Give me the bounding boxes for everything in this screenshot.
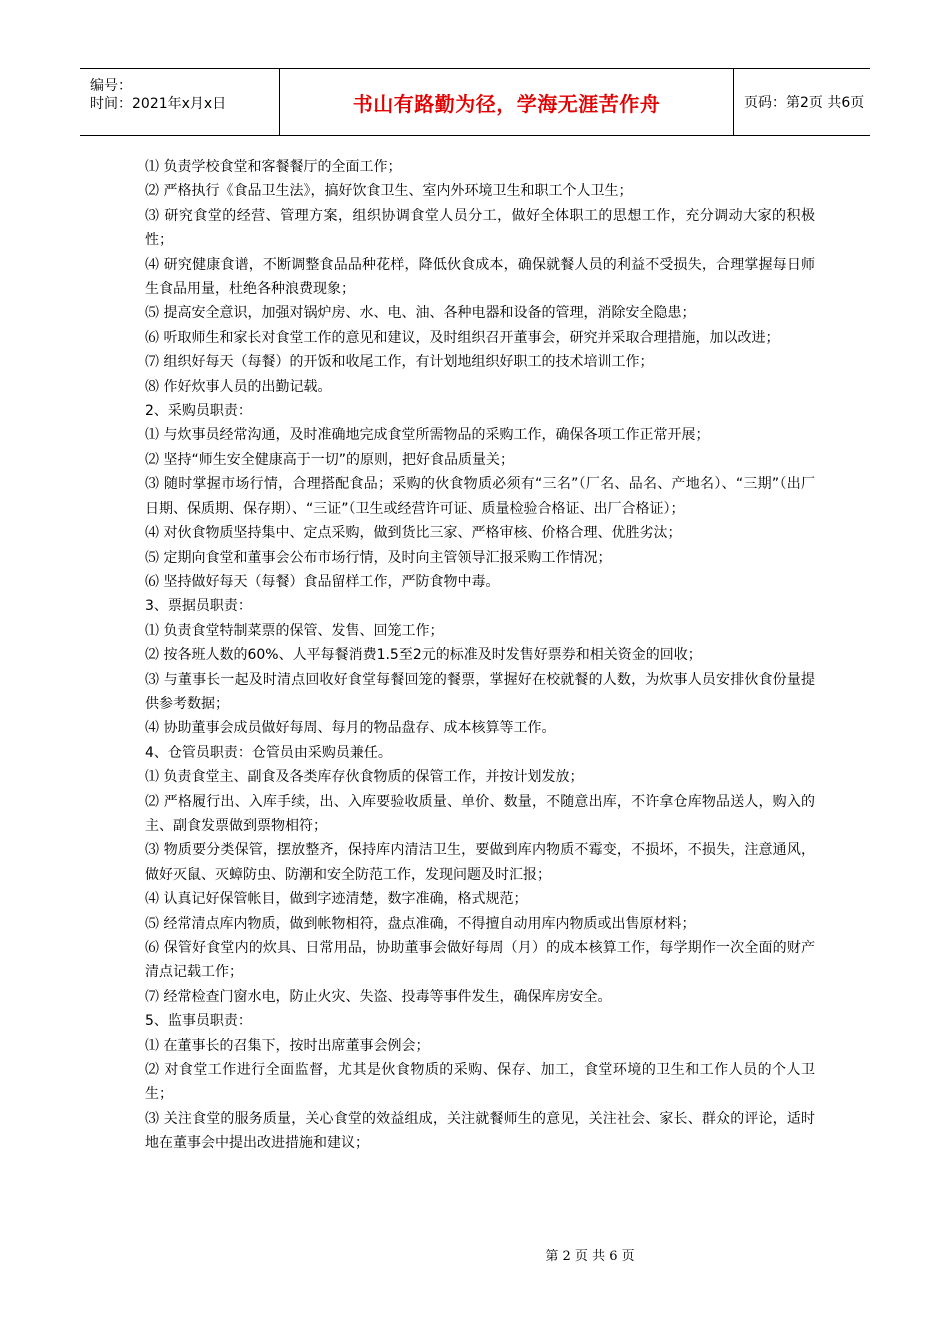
paragraph: ⑹ 听取师生和家长对食堂工作的意见和建议，及时组织召开董事会，研究并采取合理措施，加以改进； [145, 329, 780, 346]
paragraph: ⑷ 认真记好保管帐目，做到字迹清楚，数字准确，格式规范； [145, 891, 528, 908]
paragraph: ⑴ 负责学校食堂和客餐餐厅的全面工作； [145, 159, 402, 175]
paragraph: ⑴ 在董事长的召集下，按时出席董事会例会； [145, 1037, 430, 1054]
paragraph: ⑶ 关注食堂的服务质量，关心食堂的效益组成，关注就餐师生的意见，关注社会、家长、群众的评论，适时地在董事会中提出改进措施和建议； [145, 1110, 815, 1152]
paragraph: ⑷ 研究健康食谱，不断调整食品品种花样，降低伙食成本，确保就餐人员的利益不受损失，合理掌握每日师生食品用量，杜绝各种浪费现象； [145, 256, 815, 298]
paragraph: ⑵ 严格履行出、入库手续，出、入库要验收质量、单价、数量，不随意出库，不许拿仓库物品送人，购入的主、副食发票做到票物相符； [145, 793, 815, 834]
paragraph: ⑶ 物质要分类保管，摆放整齐，保持库内清洁卫生，要做到库内物质不霉变，不损坏，不损失，注意通风，做好灭鼠、灭蟑防虫、防潮和安全防范工作，发现问题及时汇报； [145, 842, 815, 883]
paragraph: ⑹ 保管好食堂内的炊具、日常用品，协助董事会做好每周（月）的成本核算工作，每学期作一次全面的财产清点记载工作； [145, 940, 815, 981]
paragraph: ⑺ 经常检查门窗水电，防止火灾、失盗、投毒等事件发生，确保库房安全。 [145, 988, 612, 1005]
header-page-number: 页码：第2页 共6页 [744, 95, 865, 111]
paragraph: ⑸ 提高安全意识，加强对锅炉房、水、电、油、各种电器和设备的管理，消除安全隐患； [145, 305, 696, 322]
header-motto: 书山有路勤为径，学海无涯苦作舟 [280, 69, 734, 135]
paragraph: ⑵ 按各班人数的60%、人平每餐消费1.5至2元的标准及时发售好票券和相关资金的回收； [145, 647, 702, 664]
page-footer: 第 2 页 共 6 页 [545, 1249, 635, 1264]
page-header [80, 68, 870, 136]
paragraph: ⑵ 严格执行《食品卫生法》，搞好饮食卫生、室内外环境卫生和职工个人卫生； [145, 183, 633, 200]
paragraph: ⑵ 坚持“师生安全健康高于一切”的原则，把好食品质量关； [145, 451, 514, 468]
paragraph: ⑴ 负责食堂主、副食及各类库存伙食物质的保管工作，并按计划发放； [145, 769, 584, 786]
paragraph: ⑸ 经常清点库内物质，做到帐物相符，盘点准确，不得擅自动用库内物质或出售原材料； [145, 915, 696, 932]
paragraph: 5、监事员职责： [145, 1013, 252, 1030]
paragraph: ⑴ 负责食堂特制菜票的保管、发售、回笼工作； [145, 622, 444, 639]
paragraph: ⑺ 组织好每天（每餐）的开饭和收尾工作，有计划地组织好职工的技术培训工作； [145, 354, 654, 371]
paragraph: ⑸ 定期向食堂和董事会公布市场行情，及时向主管领导汇报采购工作情况； [145, 549, 612, 566]
document-number: 编号： [90, 78, 132, 94]
paragraph: ⑵ 对食堂工作进行全面监督，尤其是伙食物质的采购、保存、加工，食堂环境的卫生和工作人员的个人卫生； [145, 1062, 815, 1103]
paragraph: ⑶ 研究食堂的经营、管理方案，组织协调食堂人员分工，做好全体职工的思想工作，充分调动大家的积极性； [145, 207, 815, 249]
paragraph: ⑷ 协助董事会成员做好每周、每月的物品盘存、成本核算等工作。 [145, 720, 556, 737]
paragraph: ⑻ 作好炊事人员的出勤记载。 [145, 378, 332, 395]
paragraph: 4、仓管员职责：仓管员由采购员兼任。 [145, 744, 392, 761]
header-meta [80, 69, 280, 135]
paragraph: 2、采购员职责： [145, 403, 252, 420]
paragraph: ⑹ 坚持做好每天（每餐）食品留样工作，严防食物中毒。 [145, 573, 500, 590]
paragraph: ⑴ 与炊事员经常沟通，及时准确地完成食堂所需物品的采购工作，确保各项工作正常开展； [145, 427, 710, 444]
paragraph: ⑶ 与董事长一起及时清点回收好食堂每餐回笼的餐票，掌握好在校就餐的人数，为炊事人员安排伙食份量提供参考数据； [145, 671, 815, 712]
document-date: 时间：2021年x月x日 [90, 96, 227, 112]
paragraph: ⑶ 随时掌握市场行情，合理搭配食品；采购的伙食物质必须有“三名”（厂名、品名、产地名）、“三期”（出厂日期、保质期、保存期）、“三证”（卫生或经营许可证、质量检验合格证、出厂合格证）； [145, 476, 815, 517]
paragraph: 3、票据员职责： [145, 598, 252, 615]
document-body [145, 155, 815, 1156]
paragraph: ⑷ 对伙食物质坚持集中、定点采购，做到货比三家、严格审核、价格合理、优胜劣汰； [145, 525, 682, 542]
